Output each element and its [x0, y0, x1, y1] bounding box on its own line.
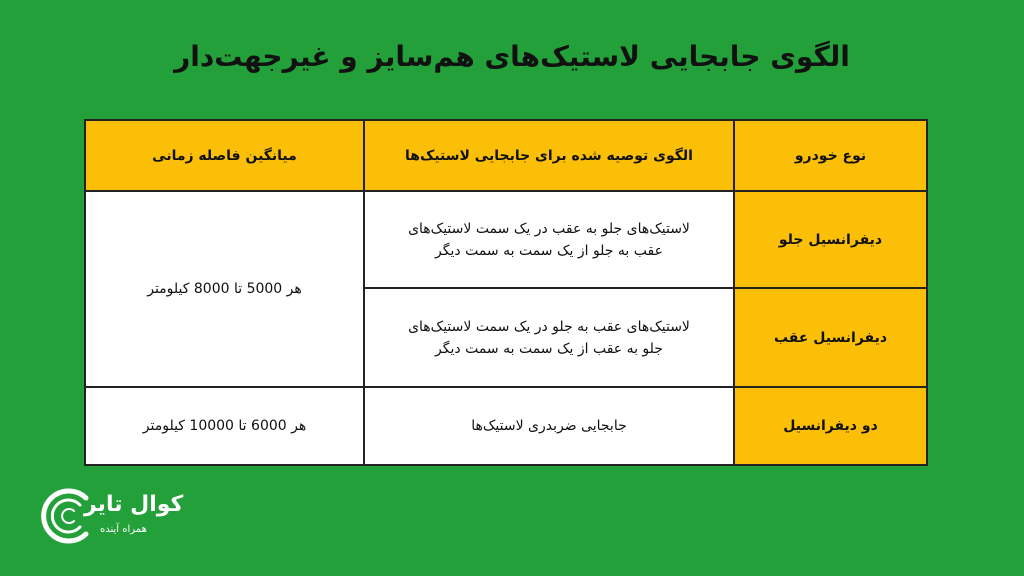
- header-rotation-pattern: الگوی توصیه شده برای جابجایی لاستیک‌ها: [364, 120, 734, 191]
- table-row: [85, 191, 927, 288]
- vehicle-type-cell: دو دیفرانسیل: [734, 387, 927, 465]
- interval-cell: هر 6000 تا 10000 کیلومتر: [85, 387, 364, 465]
- page-title: الگوی جابجایی لاستیک‌های هم‌سایز و غیرجهت‌دار: [174, 40, 850, 73]
- table-header-row: [85, 120, 927, 191]
- pattern-line: عقب به جلو از یک سمت به سمت دیگر: [435, 242, 663, 259]
- rotation-pattern-cell: [364, 191, 734, 288]
- vehicle-type-cell: دیفرانسیل جلو: [734, 191, 927, 288]
- logo-tagline: همراه آینده: [100, 524, 147, 535]
- rotation-pattern-cell: [364, 288, 734, 387]
- pattern-line: لاستیک‌های عقب به جلو در یک سمت لاستیک‌های: [408, 318, 690, 335]
- pattern-line: جلو به عقب از یک سمت به سمت دیگر: [435, 340, 663, 357]
- pattern-line: لاستیک‌های جلو به عقب در یک سمت لاستیک‌های: [408, 220, 690, 237]
- tire-rotation-table: [84, 119, 928, 466]
- brand-logo: [38, 484, 184, 548]
- header-vehicle-type: نوع خودرو: [734, 120, 927, 191]
- rotation-pattern-cell: جابجایی ضربدری لاستیک‌ها: [364, 387, 734, 465]
- table-row: [85, 387, 927, 465]
- vehicle-type-cell: دیفرانسیل عقب: [734, 288, 927, 387]
- interval-cell: هر 5000 تا 8000 کیلومتر: [85, 191, 364, 387]
- logo-wordmark: کوال تایر: [84, 492, 184, 517]
- header-interval: میانگین فاصله زمانی: [85, 120, 364, 191]
